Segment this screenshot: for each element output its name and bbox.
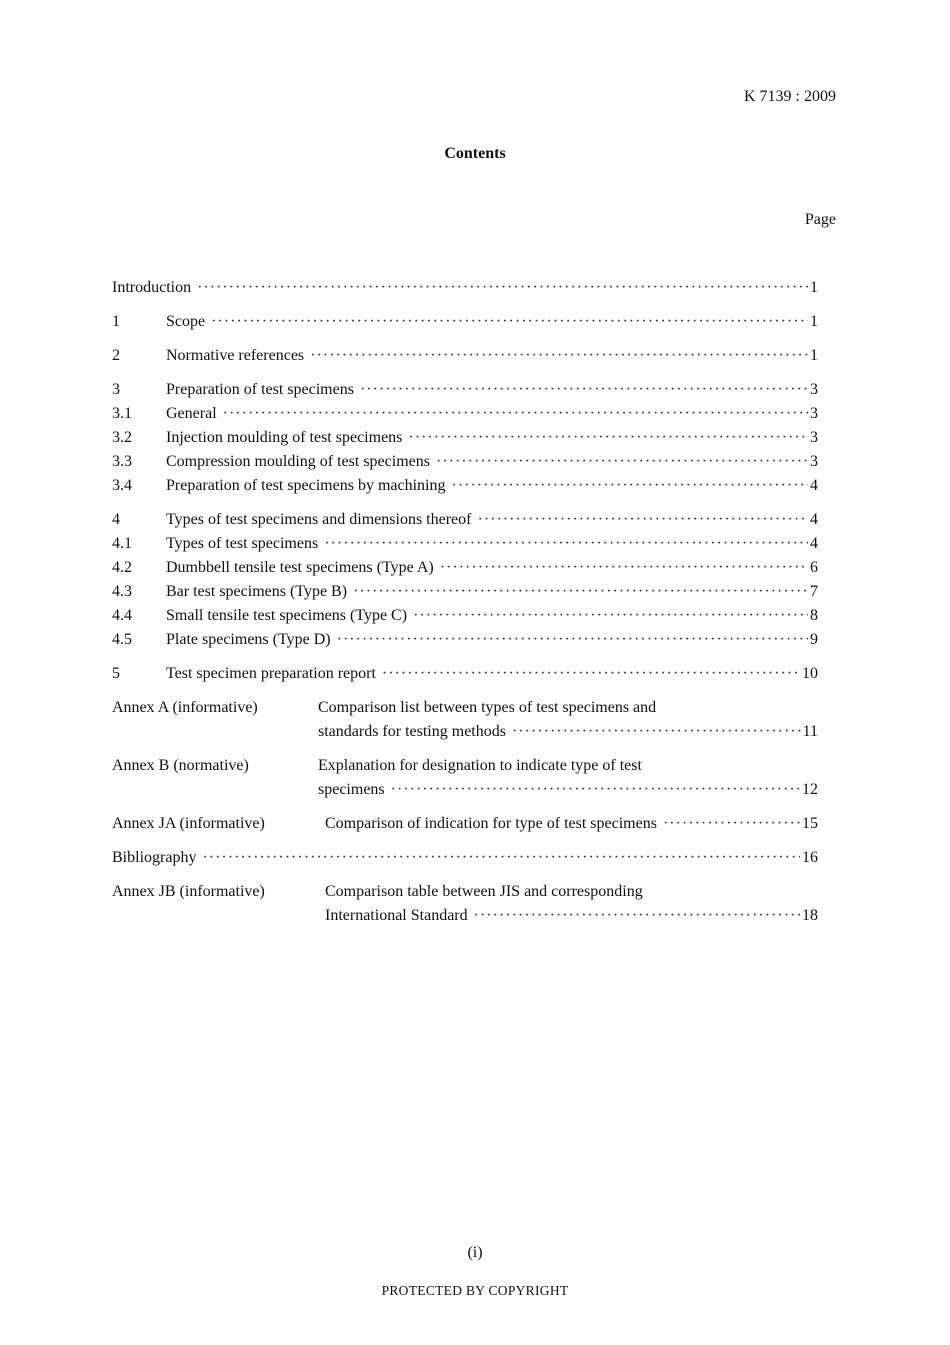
- toc-label: specimens: [318, 781, 385, 798]
- toc-number: 4.2: [112, 559, 132, 576]
- toc-label: Plate specimens (Type D): [166, 631, 331, 648]
- toc-page: 16: [802, 849, 818, 866]
- dot-leader: [382, 662, 800, 686]
- toc-number: 2: [112, 347, 120, 364]
- document-id: K 7139 : 2009: [744, 88, 836, 105]
- toc-entry-dumbbell[interactable]: [112, 556, 818, 580]
- toc-label: Comparison table between JIS and corresponding: [325, 883, 643, 900]
- toc-label: Compression moulding of test specimens: [166, 453, 430, 470]
- annex-name: Annex B (normative): [112, 757, 249, 774]
- toc-page: 15: [802, 815, 818, 832]
- dot-leader: [202, 846, 800, 870]
- toc-label: Introduction: [112, 279, 192, 296]
- toc-label: Preparation of test specimens by machining: [166, 477, 446, 494]
- page-column-header: Page: [804, 211, 836, 228]
- toc-page: 3: [810, 381, 818, 398]
- toc-number: 4: [112, 511, 120, 528]
- dot-leader: [663, 812, 800, 836]
- dot-leader: [474, 904, 800, 928]
- toc-label: Explanation for designation to indicate type of test: [318, 757, 642, 774]
- toc-page: 4: [810, 511, 818, 528]
- toc-entry-introduction[interactable]: [112, 276, 818, 300]
- toc-entry-compression[interactable]: [112, 450, 818, 474]
- toc-number: 3: [112, 381, 120, 398]
- toc-entry-normative-references[interactable]: [112, 344, 818, 368]
- toc-page: 3: [810, 453, 818, 470]
- toc-number: 4.5: [112, 631, 132, 648]
- dot-leader: [324, 532, 808, 556]
- toc-number: 4.1: [112, 535, 132, 552]
- toc-label: Test specimen preparation report: [166, 665, 376, 682]
- dot-leader: [310, 344, 808, 368]
- toc-entry-annex-b[interactable]: [112, 754, 818, 778]
- dot-leader: [477, 508, 808, 532]
- toc-entry-report[interactable]: [112, 662, 818, 686]
- toc-label: Comparison list between types of test specimens and: [318, 699, 657, 716]
- dot-leader: [408, 426, 808, 450]
- toc-entry-machining[interactable]: [112, 474, 818, 498]
- dot-leader: [223, 402, 808, 426]
- toc-label: Normative references: [166, 347, 305, 364]
- toc-label: Bibliography: [112, 849, 197, 866]
- toc-entry-annex-a-continued[interactable]: [112, 720, 818, 744]
- table-of-contents: [112, 276, 818, 928]
- toc-entry-preparation[interactable]: [112, 378, 818, 402]
- toc-page: 1: [810, 313, 818, 330]
- toc-entry-annex-b-continued[interactable]: [112, 778, 818, 802]
- dot-leader: [211, 310, 808, 334]
- toc-entry-types-of[interactable]: [112, 532, 818, 556]
- dot-leader: [440, 556, 808, 580]
- toc-entry-plate[interactable]: [112, 628, 818, 652]
- toc-entry-types[interactable]: [112, 508, 818, 532]
- annex-name: Annex JA (informative): [112, 815, 265, 832]
- toc-page: 18: [802, 907, 818, 924]
- toc-number: 5: [112, 665, 120, 682]
- toc-number: 3.2: [112, 429, 132, 446]
- toc-label: Bar test specimens (Type B): [166, 583, 348, 600]
- toc-page: 1: [810, 279, 818, 296]
- toc-page: 9: [810, 631, 818, 648]
- toc-label: Types of test specimens and dimensions thereof: [166, 511, 472, 528]
- dot-leader: [391, 778, 800, 802]
- dot-leader: [197, 276, 808, 300]
- toc-entry-scope[interactable]: [112, 310, 818, 334]
- toc-label: Comparison of indication for type of test specimens: [325, 815, 657, 832]
- toc-label: Injection moulding of test specimens: [166, 429, 403, 446]
- toc-page: 10: [802, 665, 818, 682]
- annex-name: Annex JB (informative): [112, 883, 265, 900]
- page-number: (i): [467, 1244, 483, 1261]
- toc-entry-bibliography[interactable]: [112, 846, 818, 870]
- dot-leader: [413, 604, 808, 628]
- toc-label: Preparation of test specimens: [166, 381, 354, 398]
- toc-entry-annex-ja[interactable]: [112, 812, 818, 836]
- toc-page: 11: [802, 723, 818, 740]
- dot-leader: [353, 580, 808, 604]
- toc-label: Types of test specimens: [166, 535, 319, 552]
- toc-number: 1: [112, 313, 120, 330]
- toc-number: 3.1: [112, 405, 132, 422]
- toc-number: 4.3: [112, 583, 132, 600]
- toc-entry-bar[interactable]: [112, 580, 818, 604]
- toc-entry-injection[interactable]: [112, 426, 818, 450]
- annex-name: Annex A (informative): [112, 699, 258, 716]
- toc-page: 3: [810, 429, 818, 446]
- toc-page: 8: [810, 607, 818, 624]
- toc-number: 4.4: [112, 607, 132, 624]
- toc-page: 4: [810, 535, 818, 552]
- toc-entry-annex-a[interactable]: [112, 696, 818, 720]
- toc-page: 1: [810, 347, 818, 364]
- toc-label: International Standard: [325, 907, 468, 924]
- toc-label: Small tensile test specimens (Type C): [166, 607, 408, 624]
- toc-entry-annex-jb[interactable]: [112, 880, 818, 904]
- toc-page: 3: [810, 405, 818, 422]
- toc-label: Dumbbell tensile test specimens (Type A): [166, 559, 434, 576]
- copyright-notice: PROTECTED BY COPYRIGHT: [381, 1283, 569, 1298]
- dot-leader: [337, 628, 808, 652]
- toc-label: Scope: [166, 313, 206, 330]
- toc-number: 3.3: [112, 453, 132, 470]
- toc-entry-annex-jb-continued[interactable]: [112, 904, 818, 928]
- page-title: Contents: [444, 145, 506, 162]
- toc-page: 6: [810, 559, 818, 576]
- toc-page: 4: [810, 477, 818, 494]
- toc-page: 7: [810, 583, 818, 600]
- dot-leader: [451, 474, 808, 498]
- toc-number: 3.4: [112, 477, 132, 494]
- toc-label: General: [166, 405, 217, 422]
- dot-leader: [512, 720, 801, 744]
- toc-page: 12: [802, 781, 818, 798]
- dot-leader: [436, 450, 808, 474]
- toc-entry-general[interactable]: [112, 402, 818, 426]
- toc-label: standards for testing methods: [318, 723, 506, 740]
- toc-entry-small[interactable]: [112, 604, 818, 628]
- dot-leader: [360, 378, 808, 402]
